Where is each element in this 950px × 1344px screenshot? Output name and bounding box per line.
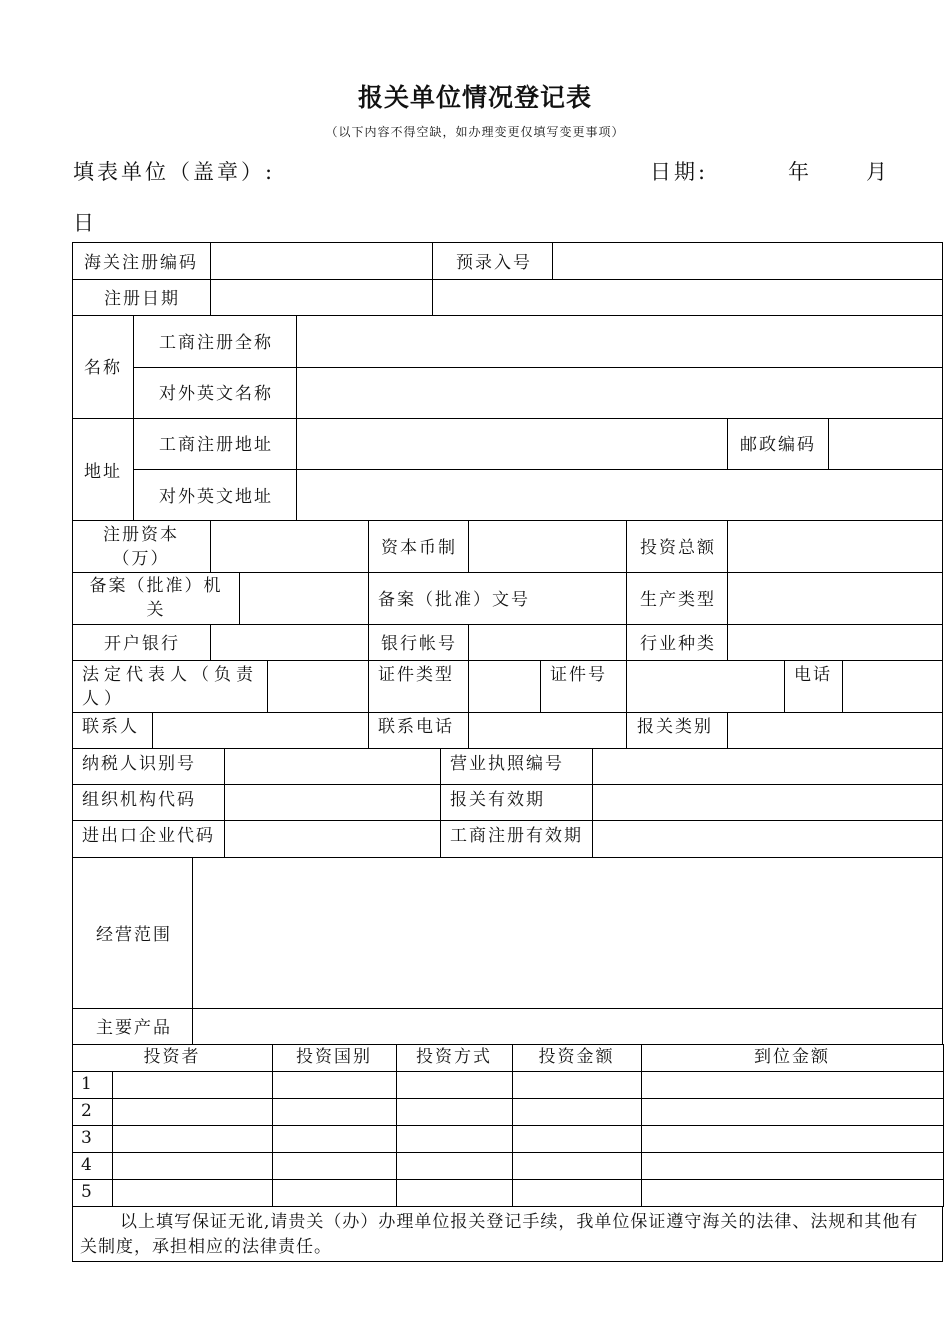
industry-field[interactable] (727, 624, 943, 661)
address-label: 地址 (84, 462, 122, 482)
org-code-field[interactable] (224, 784, 441, 821)
production-type-field[interactable] (727, 572, 943, 625)
license-no-field[interactable] (592, 748, 943, 785)
legal-rep-label: 法定代表人（负责人） (82, 665, 258, 709)
name-label: 名称 (84, 358, 122, 378)
id-type-label: 证件类型 (378, 665, 454, 685)
reg-date-field[interactable] (210, 279, 433, 316)
page-subtitle: （以下内容不得空缺，如办理变更仅填写变更事项） (325, 125, 625, 139)
bank-account-label: 银行帐号 (381, 634, 457, 654)
invest-table-cell[interactable] (112, 1098, 273, 1126)
invest-header-label: 投资者 (143, 1047, 201, 1067)
invest-table-cell[interactable] (112, 1071, 273, 1099)
approval-org-label: 备案（批准）机关 (89, 576, 223, 620)
unit-label: 填表单位（盖章）: (73, 160, 276, 184)
license-no-label: 营业执照编号 (450, 754, 564, 774)
customs-code-field[interactable] (210, 242, 433, 280)
reg-capital-label: 注册资本（万） (103, 525, 179, 569)
biz-full-name-label: 工商注册全称 (159, 333, 273, 353)
invest-table-cell[interactable] (112, 1179, 273, 1207)
id-no-label: 证件号 (550, 665, 607, 685)
legal-rep-field[interactable] (267, 660, 369, 713)
invest-table-cell[interactable] (512, 1179, 642, 1207)
reg-capital-field[interactable] (210, 520, 369, 573)
approval-org-field[interactable] (239, 572, 369, 625)
total-invest-label: 投资总额 (640, 538, 716, 558)
invest-table-cell[interactable] (641, 1152, 944, 1180)
invest-row-number: 2 (81, 1101, 94, 1121)
biz-validity-field[interactable] (592, 820, 943, 858)
invest-table-cell[interactable] (512, 1071, 642, 1099)
currency-label: 资本币制 (381, 538, 457, 558)
en-name-field[interactable] (296, 367, 943, 419)
biz-address-field[interactable] (296, 418, 728, 470)
id-no-field[interactable] (626, 660, 785, 713)
date-label: 日期: (650, 160, 709, 184)
invest-table-cell[interactable] (512, 1152, 642, 1180)
phone-label: 电话 (794, 665, 832, 685)
ie-code-field[interactable] (224, 820, 441, 858)
approval-doc-label: 备案（批准）文号 (378, 590, 530, 610)
invest-row-number: 3 (81, 1128, 94, 1148)
biz-address-label: 工商注册地址 (159, 435, 273, 455)
invest-table-cell[interactable] (272, 1125, 397, 1153)
declare-validity-label: 报关有效期 (450, 790, 545, 810)
bank-field[interactable] (210, 624, 369, 661)
contact-field[interactable] (152, 712, 369, 749)
declare-type-field[interactable] (727, 712, 943, 749)
reg-date-label: 注册日期 (104, 289, 180, 309)
invest-table-cell[interactable] (396, 1152, 513, 1180)
currency-field[interactable] (468, 520, 627, 573)
day-label: 日 (73, 211, 97, 235)
invest-table-cell[interactable] (641, 1098, 944, 1126)
bank-label: 开户银行 (104, 634, 180, 654)
invest-row-number: 5 (81, 1182, 94, 1202)
ie-code-label: 进出口企业代码 (82, 826, 215, 846)
total-invest-field[interactable] (727, 520, 943, 573)
en-name-label: 对外英文名称 (159, 384, 273, 404)
invest-table-cell[interactable] (112, 1125, 273, 1153)
customs-code-label: 海关注册编码 (84, 253, 198, 273)
year-label: 年 (788, 160, 812, 184)
tax-id-label: 纳税人识别号 (82, 754, 196, 774)
invest-table-cell[interactable] (641, 1179, 944, 1207)
invest-table-cell[interactable] (512, 1098, 642, 1126)
pre-entry-field[interactable] (552, 242, 943, 280)
en-address-label: 对外英文地址 (159, 487, 273, 507)
org-code-label: 组织机构代码 (82, 790, 196, 810)
invest-table-cell[interactable] (396, 1125, 513, 1153)
page-title: 报关单位情况登记表 (357, 83, 592, 112)
main-products-field[interactable] (192, 1008, 943, 1045)
invest-header-label: 投资金额 (538, 1047, 615, 1067)
month-label: 月 (866, 160, 890, 184)
bank-account-field[interactable] (468, 624, 627, 661)
postcode-field[interactable] (828, 418, 943, 470)
declare-validity-field[interactable] (592, 784, 943, 821)
en-address-field[interactable] (296, 469, 943, 521)
phone-field[interactable] (842, 660, 943, 713)
main-products-label: 主要产品 (96, 1018, 172, 1038)
invest-row-number: 1 (81, 1074, 94, 1094)
invest-header-label: 投资国别 (296, 1047, 372, 1067)
tax-id-field[interactable] (224, 748, 441, 785)
pre-entry-label: 预录入号 (456, 253, 532, 273)
invest-table-cell[interactable] (272, 1152, 397, 1180)
invest-table-cell[interactable] (396, 1071, 513, 1099)
biz-full-name-field[interactable] (296, 315, 943, 368)
production-type-label: 生产类型 (640, 590, 716, 610)
postcode-label: 邮政编码 (740, 435, 816, 455)
contact-label: 联系人 (82, 717, 139, 737)
biz-scope-label: 经营范围 (96, 925, 172, 945)
invest-table-cell[interactable] (272, 1071, 397, 1099)
invest-table-cell[interactable] (641, 1125, 944, 1153)
invest-row-number: 4 (81, 1155, 94, 1175)
invest-table-cell[interactable] (396, 1098, 513, 1126)
id-type-field[interactable] (468, 660, 541, 713)
declaration-text: 以上填写保证无讹,请贵关（办）办理单位报关登记手续，我单位保证遵守海关的法律、法规和其他有关制度，承担相应的法律责任。 (80, 1212, 919, 1257)
invest-table-cell[interactable] (112, 1152, 273, 1180)
contact-phone-label: 联系电话 (378, 717, 454, 737)
invest-table-cell[interactable] (272, 1179, 397, 1207)
industry-label: 行业种类 (640, 634, 716, 654)
biz-scope-field[interactable] (192, 857, 943, 1009)
biz-validity-label: 工商注册有效期 (450, 826, 583, 846)
invest-header-label: 投资方式 (416, 1047, 492, 1067)
invest-header-label: 到位金额 (754, 1047, 830, 1067)
invest-table-cell[interactable] (512, 1125, 642, 1153)
contact-phone-field[interactable] (468, 712, 627, 749)
invest-table-cell[interactable] (641, 1071, 944, 1099)
invest-table-cell[interactable] (272, 1098, 397, 1126)
declare-type-label: 报关类别 (637, 717, 713, 737)
invest-table-cell[interactable] (396, 1179, 513, 1207)
